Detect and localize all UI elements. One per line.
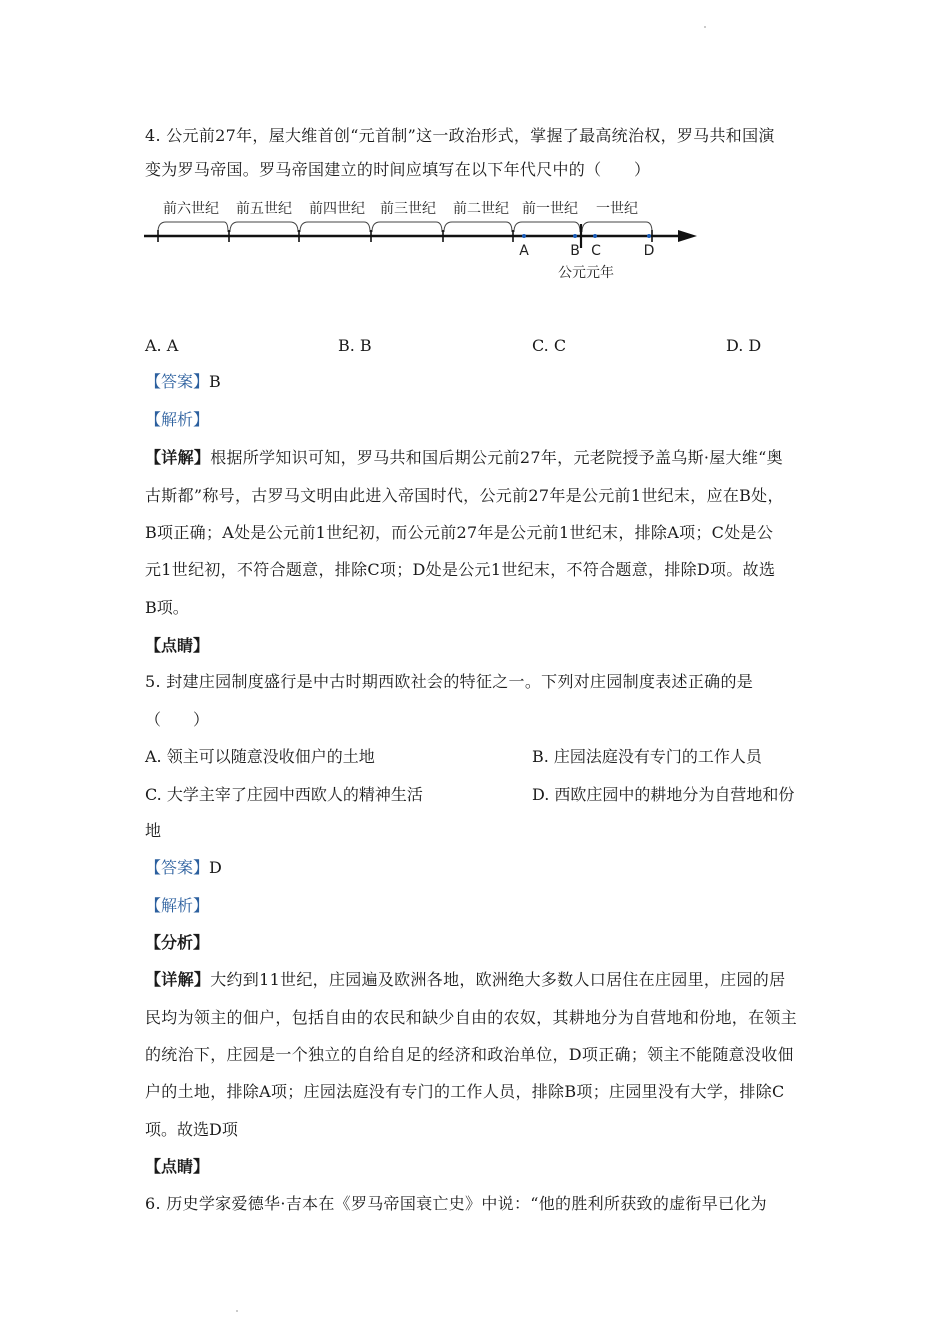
point-A-marker — [522, 234, 526, 238]
q5-option-b: B. 庄园法庭没有专门的工作人员 — [532, 747, 762, 766]
q4-answer — [145, 372, 221, 392]
century-label: 前一世纪 — [522, 201, 578, 217]
q5-detail-line2: 民均为领主的佃户，包括自由的农民和缺少自由的农奴，其耕地分为自营地和份地，在领主 — [145, 1008, 798, 1027]
q4-option-b: B. B — [338, 336, 372, 355]
q4-option-d: D. D — [726, 336, 762, 355]
century-label: 前六世纪 — [163, 201, 219, 217]
century-label: 前二世纪 — [453, 201, 509, 217]
century-brace — [514, 222, 580, 232]
century-label: 前三世纪 — [380, 201, 436, 217]
detail-text: 大约到11世纪，庄园遍及欧洲各地，欧洲绝大多数人口居住在庄园里，庄园的居 — [210, 970, 786, 989]
detail-text: 根据所学知识可知，罗马共和国后期公元前27年，元老院授予盖乌斯·屋大维“奥 — [210, 448, 783, 467]
answer-value: D — [209, 858, 222, 877]
century-brace — [582, 222, 652, 232]
q4-analysis-tag: 【解析】 — [145, 410, 210, 429]
timeline-figure — [140, 196, 700, 286]
q4-option-c: C. C — [532, 336, 567, 355]
q4-stem-line2: 变为罗马帝国。罗马帝国建立的时间应填写在以下年代尺中的（ ） — [145, 160, 651, 179]
century-label: 一世纪 — [596, 201, 638, 217]
epoch-label: 公元元年 — [558, 265, 614, 281]
point-C-marker — [593, 234, 597, 238]
century-labels — [163, 201, 638, 217]
q6-stem-line1: 6. 历史学家爱德华·吉本在《罗马帝国衰亡史》中说：“他的胜利所获致的虚衔早已化为 — [145, 1194, 767, 1213]
point-label-C: C — [591, 243, 601, 259]
answer-value: B — [209, 372, 221, 391]
point-B-marker — [573, 234, 577, 238]
detail-tag: 【详解】 — [145, 448, 211, 467]
scan-dot-top — [704, 26, 706, 28]
q4-option-a: A. A — [145, 336, 179, 355]
q5-fenxi-tag: 【分析】 — [145, 933, 210, 952]
q4-comment-tag: 【点睛】 — [145, 636, 210, 655]
q5-detail-line4: 户的土地，排除A项；庄园法庭没有专门的工作人员，排除B项；庄园里没有大学，排除C — [145, 1082, 785, 1101]
century-brace — [300, 222, 370, 232]
century-brace — [158, 222, 228, 232]
point-label-A: A — [519, 243, 529, 259]
century-label: 前四世纪 — [309, 201, 365, 217]
q5-option-c: C. 大学主宰了庄园中西欧人的精神生活 — [145, 785, 423, 804]
answer-tag: 【答案】 — [145, 372, 210, 391]
century-label: 前五世纪 — [236, 201, 292, 217]
q4-detail-line4: 元1世纪初，不符合题意，排除C项；D处是公元1世纪末，不符合题意，排除D项。故选 — [145, 560, 776, 579]
q5-answer — [145, 858, 222, 878]
century-brace — [230, 222, 298, 232]
answer-tag: 【答案】 — [145, 858, 210, 877]
century-brace — [372, 222, 442, 232]
q4-detail-line2: 古斯都”称号，古罗马文明由此进入帝国时代，公元前27年是公元前1世纪末，应在B处， — [145, 486, 784, 505]
q5-detail-line1 — [145, 970, 785, 990]
q5-analysis-tag: 【解析】 — [145, 896, 210, 915]
q5-option-a: A. 领主可以随意没收佃户的土地 — [145, 747, 375, 766]
q5-comment-tag: 【点睛】 — [145, 1157, 210, 1176]
q4-detail-line1 — [145, 448, 783, 468]
q5-option-d: D. 西欧庄园中的耕地分为自营地和份 — [532, 785, 795, 804]
detail-tag: 【详解】 — [145, 970, 211, 989]
century-brace — [444, 222, 512, 232]
point-D-marker — [647, 234, 651, 238]
q5-stem-line1: 5. 封建庄园制度盛行是中古时期西欧社会的特征之一。下列对庄园制度表述正确的是 — [145, 672, 754, 691]
q5-option-d-wrap: 地 — [145, 821, 162, 840]
q4-detail-line5: B项。 — [145, 598, 189, 617]
point-label-D: D — [643, 243, 655, 259]
scan-dot-bottom — [236, 1310, 238, 1312]
q5-stem-line2: （ ） — [145, 710, 210, 729]
q5-detail-line5: 项。故选D项 — [145, 1120, 238, 1139]
q5-detail-line3: 的统治下，庄园是一个独立的自给自足的经济和政治单位，D项正确；领主不能随意没收佃 — [145, 1045, 794, 1064]
q4-stem-line1: 4. 公元前27年，屋大维首创“元首制”这一政治形式，掌握了最高统治权，罗马共和国演 — [145, 126, 775, 145]
q4-detail-line3: B项正确；A处是公元前1世纪初，而公元前27年是公元前1世纪末，排除A项；C处是公 — [145, 523, 774, 542]
point-label-B: B — [570, 243, 580, 259]
timeline-arrowhead — [678, 230, 697, 242]
century-braces — [158, 222, 652, 232]
